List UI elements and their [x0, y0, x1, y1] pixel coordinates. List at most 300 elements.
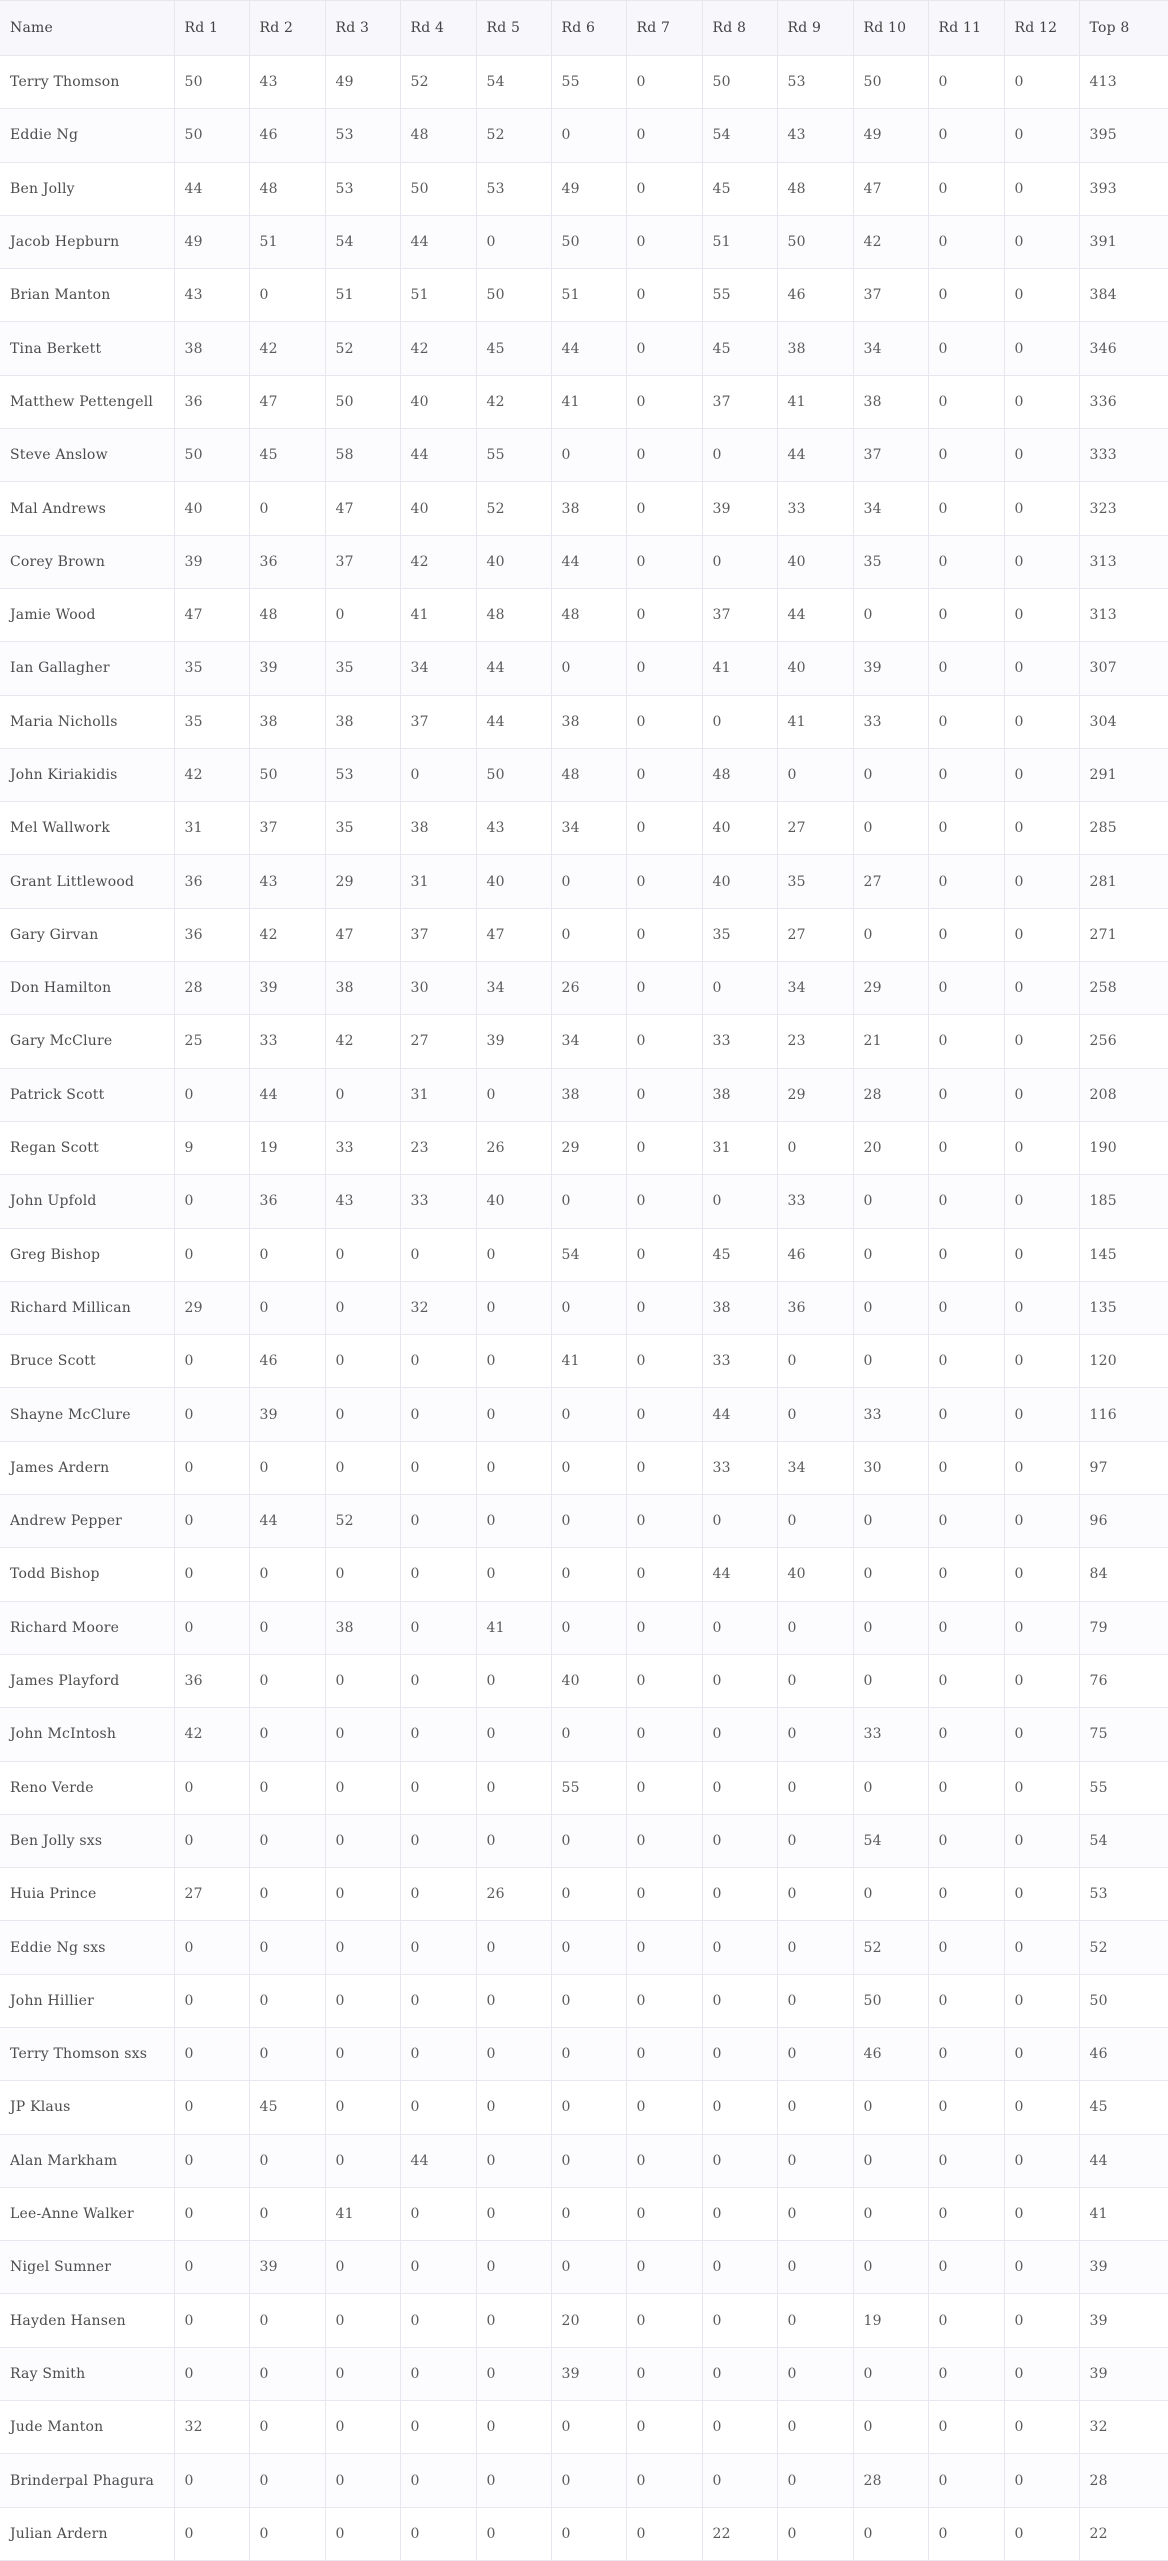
round-score-cell: 0 [400, 2507, 476, 2560]
round-score-cell: 0 [928, 322, 1004, 375]
round-score-cell: 0 [853, 908, 928, 961]
round-score-cell: 0 [551, 1281, 626, 1334]
round-score-cell: 44 [249, 1495, 325, 1548]
round-score-cell: 48 [400, 109, 476, 162]
player-name-cell: Reno Verde [0, 1761, 174, 1814]
round-score-cell: 0 [551, 429, 626, 482]
round-score-cell: 0 [249, 1761, 325, 1814]
round-score-cell: 0 [325, 2134, 400, 2187]
round-score-cell: 25 [174, 1015, 249, 1068]
round-score-cell: 0 [626, 695, 702, 748]
round-score-cell: 0 [174, 1974, 249, 2027]
round-score-cell: 0 [325, 1708, 400, 1761]
player-name-cell: Corey Brown [0, 535, 174, 588]
round-score-cell: 0 [476, 2187, 551, 2240]
round-score-cell: 0 [249, 1654, 325, 1707]
top8-total-cell: 208 [1079, 1068, 1168, 1121]
round-score-cell: 0 [476, 1974, 551, 2027]
round-score-cell: 0 [400, 1548, 476, 1601]
round-score-cell: 20 [853, 1121, 928, 1174]
round-score-cell: 0 [476, 1068, 551, 1121]
table-row [0, 962, 1168, 1015]
round-score-cell: 0 [400, 2401, 476, 2454]
round-score-cell: 50 [400, 162, 476, 215]
round-score-cell: 38 [551, 482, 626, 535]
round-score-cell: 38 [174, 322, 249, 375]
round-score-cell: 0 [1004, 215, 1079, 268]
round-score-cell: 0 [626, 1761, 702, 1814]
round-score-cell: 0 [325, 1281, 400, 1334]
round-score-cell: 0 [1004, 1228, 1079, 1281]
round-score-cell: 0 [476, 2454, 551, 2507]
round-score-cell: 50 [702, 56, 777, 109]
round-score-cell: 0 [476, 1281, 551, 1334]
table-row [0, 2134, 1168, 2187]
round-score-cell: 0 [928, 1228, 1004, 1281]
round-score-cell: 0 [928, 1814, 1004, 1867]
table-row [0, 535, 1168, 588]
round-score-cell: 0 [249, 1708, 325, 1761]
round-score-cell: 0 [1004, 2454, 1079, 2507]
round-score-cell: 33 [702, 1015, 777, 1068]
round-score-cell: 0 [325, 1761, 400, 1814]
round-score-cell: 30 [853, 1441, 928, 1494]
round-score-cell: 35 [325, 642, 400, 695]
round-score-cell: 0 [551, 908, 626, 961]
round-score-cell: 50 [174, 429, 249, 482]
round-score-cell: 0 [325, 2027, 400, 2080]
round-score-cell: 22 [702, 2507, 777, 2560]
player-name-cell: Ian Gallagher [0, 642, 174, 695]
player-name-cell: Gary McClure [0, 1015, 174, 1068]
round-score-cell: 51 [400, 269, 476, 322]
round-score-cell: 0 [928, 1335, 1004, 1388]
round-score-cell: 0 [1004, 748, 1079, 801]
round-score-cell: 36 [174, 855, 249, 908]
round-score-cell: 33 [400, 1175, 476, 1228]
round-score-cell: 0 [626, 375, 702, 428]
top8-total-cell: 256 [1079, 1015, 1168, 1068]
round-score-cell: 0 [476, 2294, 551, 2347]
player-name-cell: John McIntosh [0, 1708, 174, 1761]
table-row [0, 802, 1168, 855]
round-score-cell: 21 [853, 1015, 928, 1068]
round-score-cell: 0 [1004, 1921, 1079, 1974]
top8-total-cell: 285 [1079, 802, 1168, 855]
round-score-cell: 34 [777, 962, 853, 1015]
top8-total-cell: 185 [1079, 1175, 1168, 1228]
round-score-cell: 52 [400, 56, 476, 109]
round-score-cell: 35 [777, 855, 853, 908]
round-score-cell: 0 [777, 2187, 853, 2240]
round-score-cell: 0 [928, 695, 1004, 748]
round-score-cell: 0 [1004, 642, 1079, 695]
round-score-cell: 0 [777, 1974, 853, 2027]
round-score-cell: 0 [400, 1441, 476, 1494]
round-score-cell: 0 [551, 2454, 626, 2507]
round-score-cell: 0 [325, 2081, 400, 2134]
table-row [0, 1335, 1168, 1388]
round-score-cell: 0 [928, 1495, 1004, 1548]
round-score-cell: 0 [1004, 322, 1079, 375]
round-score-cell: 0 [249, 1868, 325, 1921]
round-score-cell: 0 [626, 1495, 702, 1548]
round-score-cell: 36 [777, 1281, 853, 1334]
round-score-cell: 0 [325, 1548, 400, 1601]
round-score-cell: 0 [1004, 269, 1079, 322]
round-score-cell: 0 [249, 2507, 325, 2560]
round-score-cell: 0 [249, 1814, 325, 1867]
round-score-cell: 0 [702, 2347, 777, 2400]
round-score-cell: 0 [928, 2294, 1004, 2347]
round-score-cell: 0 [702, 2027, 777, 2080]
table-row [0, 2187, 1168, 2240]
round-score-cell: 0 [928, 375, 1004, 428]
table-row [0, 1015, 1168, 1068]
round-score-cell: 0 [325, 1068, 400, 1121]
round-score-cell: 0 [325, 2347, 400, 2400]
round-score-cell: 0 [1004, 1388, 1079, 1441]
round-score-cell: 0 [928, 1868, 1004, 1921]
round-score-cell: 28 [853, 2454, 928, 2507]
top8-total-cell: 44 [1079, 2134, 1168, 2187]
round-score-cell: 26 [551, 962, 626, 1015]
round-score-cell: 44 [702, 1548, 777, 1601]
round-score-cell: 0 [400, 1601, 476, 1654]
player-name-cell: Regan Scott [0, 1121, 174, 1174]
round-score-cell: 0 [626, 2134, 702, 2187]
round-score-cell: 42 [400, 535, 476, 588]
table-row [0, 1068, 1168, 1121]
round-score-cell: 48 [551, 588, 626, 641]
top8-total-cell: 304 [1079, 695, 1168, 748]
round-score-cell: 50 [551, 215, 626, 268]
round-score-cell: 0 [626, 2187, 702, 2240]
round-score-cell: 0 [702, 1175, 777, 1228]
round-score-cell: 0 [174, 2081, 249, 2134]
player-name-cell: Hayden Hansen [0, 2294, 174, 2347]
round-score-cell: 0 [1004, 1761, 1079, 1814]
round-score-cell: 0 [249, 1921, 325, 1974]
table-header [0, 1, 1168, 56]
round-score-cell: 40 [777, 642, 853, 695]
round-score-cell: 53 [325, 748, 400, 801]
round-score-cell: 44 [777, 429, 853, 482]
round-score-cell: 0 [853, 1175, 928, 1228]
round-score-cell: 38 [702, 1281, 777, 1334]
top8-total-cell: 39 [1079, 2347, 1168, 2400]
round-score-cell: 0 [1004, 1121, 1079, 1174]
round-score-cell: 41 [476, 1601, 551, 1654]
player-name-cell: Richard Millican [0, 1281, 174, 1334]
round-score-cell: 0 [476, 1548, 551, 1601]
round-score-cell: 35 [853, 535, 928, 588]
player-name-cell: Bruce Scott [0, 1335, 174, 1388]
round-score-cell: 35 [325, 802, 400, 855]
round-score-cell: 27 [777, 802, 853, 855]
round-score-cell: 0 [400, 2347, 476, 2400]
round-score-cell: 0 [1004, 1495, 1079, 1548]
round-score-cell: 0 [626, 1335, 702, 1388]
round-score-cell: 0 [174, 1761, 249, 1814]
top8-total-cell: 336 [1079, 375, 1168, 428]
round-score-cell: 0 [853, 588, 928, 641]
round-score-cell: 38 [249, 695, 325, 748]
round-score-cell: 0 [551, 1548, 626, 1601]
top8-total-cell: 79 [1079, 1601, 1168, 1654]
round-score-cell: 43 [325, 1175, 400, 1228]
round-score-cell: 0 [853, 2241, 928, 2294]
top8-total-cell: 39 [1079, 2241, 1168, 2294]
top8-total-cell: 323 [1079, 482, 1168, 535]
round-score-cell: 0 [174, 2294, 249, 2347]
round-score-cell: 0 [400, 1921, 476, 1974]
round-score-cell: 41 [325, 2187, 400, 2240]
table-row [0, 109, 1168, 162]
round-score-cell: 0 [702, 1921, 777, 1974]
round-score-cell: 51 [325, 269, 400, 322]
round-score-cell: 0 [551, 2507, 626, 2560]
top8-total-cell: 120 [1079, 1335, 1168, 1388]
round-score-cell: 29 [853, 962, 928, 1015]
table-row [0, 1548, 1168, 1601]
round-score-cell: 0 [325, 2294, 400, 2347]
round-score-cell: 0 [1004, 908, 1079, 961]
round-score-cell: 0 [777, 1388, 853, 1441]
round-score-cell: 48 [249, 162, 325, 215]
table-body [0, 56, 1168, 2561]
round-score-cell: 0 [249, 2401, 325, 2454]
round-score-cell: 34 [777, 1441, 853, 1494]
top8-total-cell: 393 [1079, 162, 1168, 215]
round-score-cell: 0 [476, 2401, 551, 2454]
round-score-cell: 0 [400, 1495, 476, 1548]
column-header-round-12: Rd 12 [1004, 1, 1079, 56]
player-name-cell: Huia Prince [0, 1868, 174, 1921]
round-score-cell: 0 [928, 962, 1004, 1015]
round-score-cell: 0 [928, 1601, 1004, 1654]
table-row [0, 269, 1168, 322]
round-score-cell: 0 [249, 2134, 325, 2187]
round-score-cell: 40 [777, 535, 853, 588]
player-name-cell: Eddie Ng [0, 109, 174, 162]
round-score-cell: 19 [249, 1121, 325, 1174]
round-score-cell: 0 [1004, 1548, 1079, 1601]
round-score-cell: 0 [400, 1654, 476, 1707]
round-score-cell: 0 [174, 1388, 249, 1441]
round-score-cell: 0 [626, 1868, 702, 1921]
round-score-cell: 37 [853, 429, 928, 482]
round-score-cell: 0 [1004, 1015, 1079, 1068]
round-score-cell: 0 [476, 1761, 551, 1814]
round-score-cell: 37 [325, 535, 400, 588]
round-score-cell: 0 [853, 2401, 928, 2454]
round-score-cell: 0 [1004, 2507, 1079, 2560]
round-score-cell: 49 [551, 162, 626, 215]
round-score-cell: 44 [476, 695, 551, 748]
player-name-cell: Jamie Wood [0, 588, 174, 641]
round-score-cell: 0 [551, 1388, 626, 1441]
round-score-cell: 34 [551, 802, 626, 855]
round-score-cell: 0 [551, 2134, 626, 2187]
top8-total-cell: 281 [1079, 855, 1168, 908]
top8-total-cell: 346 [1079, 322, 1168, 375]
top8-total-cell: 52 [1079, 1921, 1168, 1974]
round-score-cell: 0 [249, 1974, 325, 2027]
round-score-cell: 0 [626, 2347, 702, 2400]
round-score-cell: 0 [400, 2294, 476, 2347]
round-score-cell: 0 [777, 2347, 853, 2400]
round-score-cell: 0 [702, 1495, 777, 1548]
top8-total-cell: 116 [1079, 1388, 1168, 1441]
round-score-cell: 0 [1004, 1601, 1079, 1654]
round-score-cell: 0 [777, 2241, 853, 2294]
round-score-cell: 0 [702, 1761, 777, 1814]
round-score-cell: 34 [551, 1015, 626, 1068]
round-score-cell: 0 [777, 2081, 853, 2134]
round-score-cell: 0 [928, 56, 1004, 109]
round-score-cell: 46 [777, 269, 853, 322]
table-row [0, 2347, 1168, 2400]
top8-total-cell: 313 [1079, 535, 1168, 588]
table-row [0, 375, 1168, 428]
player-name-cell: Brinderpal Phagura [0, 2454, 174, 2507]
round-score-cell: 0 [626, 1068, 702, 1121]
round-score-cell: 0 [551, 855, 626, 908]
table-row [0, 748, 1168, 801]
player-name-cell: Maria Nicholls [0, 695, 174, 748]
round-score-cell: 0 [626, 56, 702, 109]
player-name-cell: Patrick Scott [0, 1068, 174, 1121]
round-score-cell: 0 [626, 2401, 702, 2454]
round-score-cell: 0 [928, 642, 1004, 695]
round-score-cell: 0 [551, 1175, 626, 1228]
round-score-cell: 55 [702, 269, 777, 322]
round-score-cell: 51 [249, 215, 325, 268]
round-score-cell: 0 [853, 1335, 928, 1388]
round-score-cell: 41 [702, 642, 777, 695]
round-score-cell: 0 [1004, 109, 1079, 162]
round-score-cell: 0 [1004, 2294, 1079, 2347]
round-score-cell: 0 [853, 748, 928, 801]
round-score-cell: 0 [1004, 855, 1079, 908]
round-score-cell: 0 [174, 2134, 249, 2187]
round-score-cell: 0 [174, 1335, 249, 1388]
round-score-cell: 0 [626, 2507, 702, 2560]
table-row [0, 1495, 1168, 1548]
round-score-cell: 32 [400, 1281, 476, 1334]
round-score-cell: 0 [1004, 1068, 1079, 1121]
round-score-cell: 0 [325, 1921, 400, 1974]
round-score-cell: 0 [174, 2187, 249, 2240]
table-row [0, 56, 1168, 109]
top8-total-cell: 190 [1079, 1121, 1168, 1174]
round-score-cell: 0 [551, 2027, 626, 2080]
round-score-cell: 39 [702, 482, 777, 535]
round-score-cell: 39 [174, 535, 249, 588]
round-score-cell: 34 [400, 642, 476, 695]
round-score-cell: 0 [551, 1601, 626, 1654]
round-score-cell: 0 [853, 2347, 928, 2400]
round-score-cell: 0 [626, 1708, 702, 1761]
round-score-cell: 39 [853, 642, 928, 695]
round-score-cell: 0 [1004, 429, 1079, 482]
round-score-cell: 0 [626, 962, 702, 1015]
round-score-cell: 0 [551, 1708, 626, 1761]
round-score-cell: 47 [325, 908, 400, 961]
round-score-cell: 43 [174, 269, 249, 322]
round-score-cell: 0 [626, 1654, 702, 1707]
round-score-cell: 36 [249, 1175, 325, 1228]
player-name-cell: Matthew Pettengell [0, 375, 174, 428]
round-score-cell: 0 [777, 1601, 853, 1654]
top8-total-cell: 50 [1079, 1974, 1168, 2027]
round-score-cell: 41 [551, 1335, 626, 1388]
round-score-cell: 0 [702, 2081, 777, 2134]
round-score-cell: 0 [777, 2401, 853, 2454]
round-score-cell: 0 [702, 535, 777, 588]
round-score-cell: 0 [777, 1654, 853, 1707]
round-score-cell: 0 [928, 1388, 1004, 1441]
player-name-cell: Steve Anslow [0, 429, 174, 482]
table-row [0, 1814, 1168, 1867]
round-score-cell: 0 [928, 109, 1004, 162]
round-score-cell: 0 [853, 2134, 928, 2187]
top8-total-cell: 46 [1079, 2027, 1168, 2080]
round-score-cell: 0 [626, 1281, 702, 1334]
round-score-cell: 39 [249, 1388, 325, 1441]
round-score-cell: 42 [400, 322, 476, 375]
round-score-cell: 0 [1004, 588, 1079, 641]
top8-total-cell: 45 [1079, 2081, 1168, 2134]
round-score-cell: 0 [249, 2347, 325, 2400]
round-score-cell: 0 [853, 1868, 928, 1921]
round-score-cell: 48 [777, 162, 853, 215]
player-name-cell: Ray Smith [0, 2347, 174, 2400]
round-score-cell: 43 [476, 802, 551, 855]
round-score-cell: 44 [777, 588, 853, 641]
round-score-cell: 47 [249, 375, 325, 428]
round-score-cell: 0 [476, 1814, 551, 1867]
round-score-cell: 51 [551, 269, 626, 322]
round-score-cell: 0 [400, 2027, 476, 2080]
round-score-cell: 29 [325, 855, 400, 908]
round-score-cell: 0 [249, 1441, 325, 1494]
round-score-cell: 0 [325, 2241, 400, 2294]
round-score-cell: 42 [174, 748, 249, 801]
round-score-cell: 0 [702, 2187, 777, 2240]
round-score-cell: 0 [476, 1228, 551, 1281]
round-score-cell: 0 [777, 2454, 853, 2507]
round-score-cell: 37 [400, 695, 476, 748]
player-name-cell: Richard Moore [0, 1601, 174, 1654]
round-score-cell: 48 [551, 748, 626, 801]
round-score-cell: 45 [702, 322, 777, 375]
round-score-cell: 45 [702, 1228, 777, 1281]
round-score-cell: 38 [853, 375, 928, 428]
round-score-cell: 33 [702, 1441, 777, 1494]
round-score-cell: 0 [928, 1761, 1004, 1814]
round-score-cell: 0 [626, 588, 702, 641]
top8-total-cell: 75 [1079, 1708, 1168, 1761]
round-score-cell: 0 [400, 1335, 476, 1388]
round-score-cell: 31 [702, 1121, 777, 1174]
player-name-cell: Ben Jolly [0, 162, 174, 215]
table-row [0, 162, 1168, 215]
round-score-cell: 50 [325, 375, 400, 428]
round-score-cell: 50 [853, 56, 928, 109]
table-row [0, 1761, 1168, 1814]
